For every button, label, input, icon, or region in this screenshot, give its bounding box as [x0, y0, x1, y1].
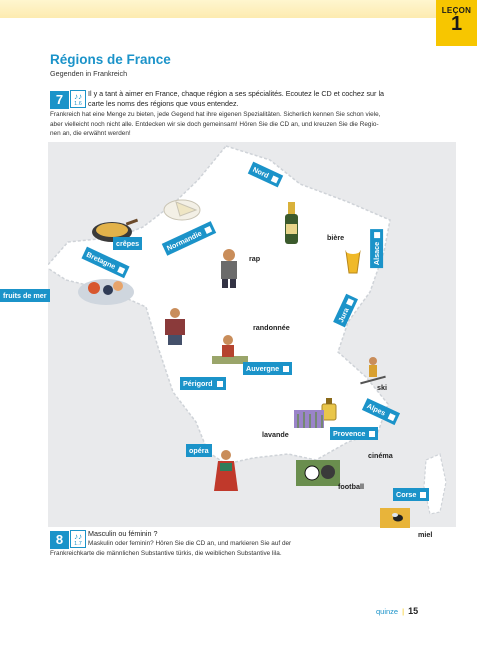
page-subtitle: Gegenden in Frankreich: [50, 69, 128, 78]
region-nord[interactable]: Nord: [248, 162, 283, 188]
word-miel[interactable]: miel: [418, 530, 433, 539]
lecon-number: 1: [450, 13, 463, 35]
region-jura[interactable]: Jura: [333, 294, 358, 328]
checkbox-auvergne[interactable]: [283, 366, 289, 372]
skier-icon: [358, 355, 388, 385]
france-map: [48, 142, 456, 527]
word-randonnee[interactable]: randonnée: [253, 323, 290, 332]
exercise-7-number: 7: [50, 91, 69, 109]
word-football[interactable]: football: [338, 482, 364, 491]
champagne-bottle-icon: [280, 200, 304, 248]
exercise-8-number: 8: [50, 531, 69, 549]
beer-glass-icon: [342, 245, 364, 277]
cd-track-7: 1.6: [74, 101, 82, 107]
hiker-icon: [210, 332, 250, 366]
france-outline: [48, 142, 456, 527]
cd-track-8: 1.7: [74, 541, 82, 547]
region-alpes[interactable]: Alpes: [362, 398, 400, 425]
accordion-player-icon: [158, 306, 192, 346]
seafood-platter-icon: [74, 268, 138, 308]
lavender-icon: [292, 408, 326, 430]
word-lavande[interactable]: lavande: [262, 430, 289, 439]
checkbox-nord[interactable]: [271, 175, 279, 183]
rapper-icon: [212, 247, 246, 289]
checkbox-perigord[interactable]: [217, 381, 223, 387]
page-footer: quinze | 15: [376, 606, 419, 616]
word-crepes[interactable]: crêpes: [113, 237, 142, 250]
ex8-de-line2: Frankreichkarte die männlichen Substantive türkis, die weiblichen Substantive lila.: [50, 550, 282, 557]
checkbox-alsace[interactable]: [374, 232, 380, 238]
ex7-de-line1: Frankreich hat eine Menge zu bieten, jede Gegend hat ihre eigenen Spezialitäten. Sicherlich kennen Sie schon viele,: [50, 111, 381, 118]
region-alsace[interactable]: Alsace: [370, 229, 383, 268]
cd-track-icon: ♪♪ 1.7: [70, 530, 86, 548]
word-rap[interactable]: rap: [249, 254, 261, 263]
checkbox-normandie[interactable]: [204, 226, 212, 234]
region-bretagne[interactable]: Bretagne: [81, 247, 129, 279]
honeycomb-bee-icon: [380, 506, 410, 530]
lecon-tab: [436, 0, 477, 46]
region-corse[interactable]: Corse: [393, 488, 429, 501]
cheese-icon: [162, 190, 202, 224]
checkbox-provence[interactable]: [369, 431, 375, 437]
football-icon: [296, 460, 340, 486]
word-cinema[interactable]: cinéma: [368, 451, 393, 460]
cd-track-icon: ♪♪ 1.6: [70, 90, 86, 108]
ex7-de-line2: aber vielleicht noch nicht alle. Entdecken wir sie doch gemeinsam! Hören Sie die CD an, und kreuzen Sie die Regio-: [50, 120, 379, 128]
region-perigord[interactable]: Périgord: [180, 377, 226, 390]
region-auvergne[interactable]: Auvergne: [243, 362, 292, 375]
checkbox-alpes[interactable]: [387, 413, 395, 421]
top-banner: [0, 0, 477, 18]
page-word: quinze: [376, 607, 399, 616]
checkbox-bretagne[interactable]: [117, 266, 125, 274]
ex7-de-line3: nen an, die erwähnt werden!: [50, 130, 131, 137]
checkbox-jura[interactable]: [346, 298, 354, 306]
region-normandie[interactable]: Normandie: [162, 221, 216, 255]
word-ski[interactable]: ski: [377, 383, 387, 392]
lecon-label: LEÇON: [441, 6, 472, 15]
page-number: 15: [408, 606, 419, 616]
word-fruits-de-mer[interactable]: fruits de mer: [0, 289, 50, 302]
checkbox-corse[interactable]: [420, 492, 426, 498]
ex8-title: Masculin ou féminin ?: [88, 529, 158, 538]
page-title: Régions de France: [50, 52, 171, 67]
word-opera[interactable]: opéra: [186, 444, 212, 457]
opera-singer-icon: [210, 447, 242, 493]
ex7-fr-line1: Il y a tant à aimer en France, chaque région a ses spécialités. Ecoutez le CD et cochez sur la: [88, 89, 385, 98]
ex8-de-line1: Maskulin oder feminin? Hören Sie die CD an, und markieren Sie auf der: [88, 540, 292, 547]
word-biere[interactable]: bière: [327, 233, 345, 242]
ex7-fr-line2: carte les noms des régions que vous entendez.: [88, 99, 239, 108]
region-provence[interactable]: Provence: [330, 427, 378, 440]
